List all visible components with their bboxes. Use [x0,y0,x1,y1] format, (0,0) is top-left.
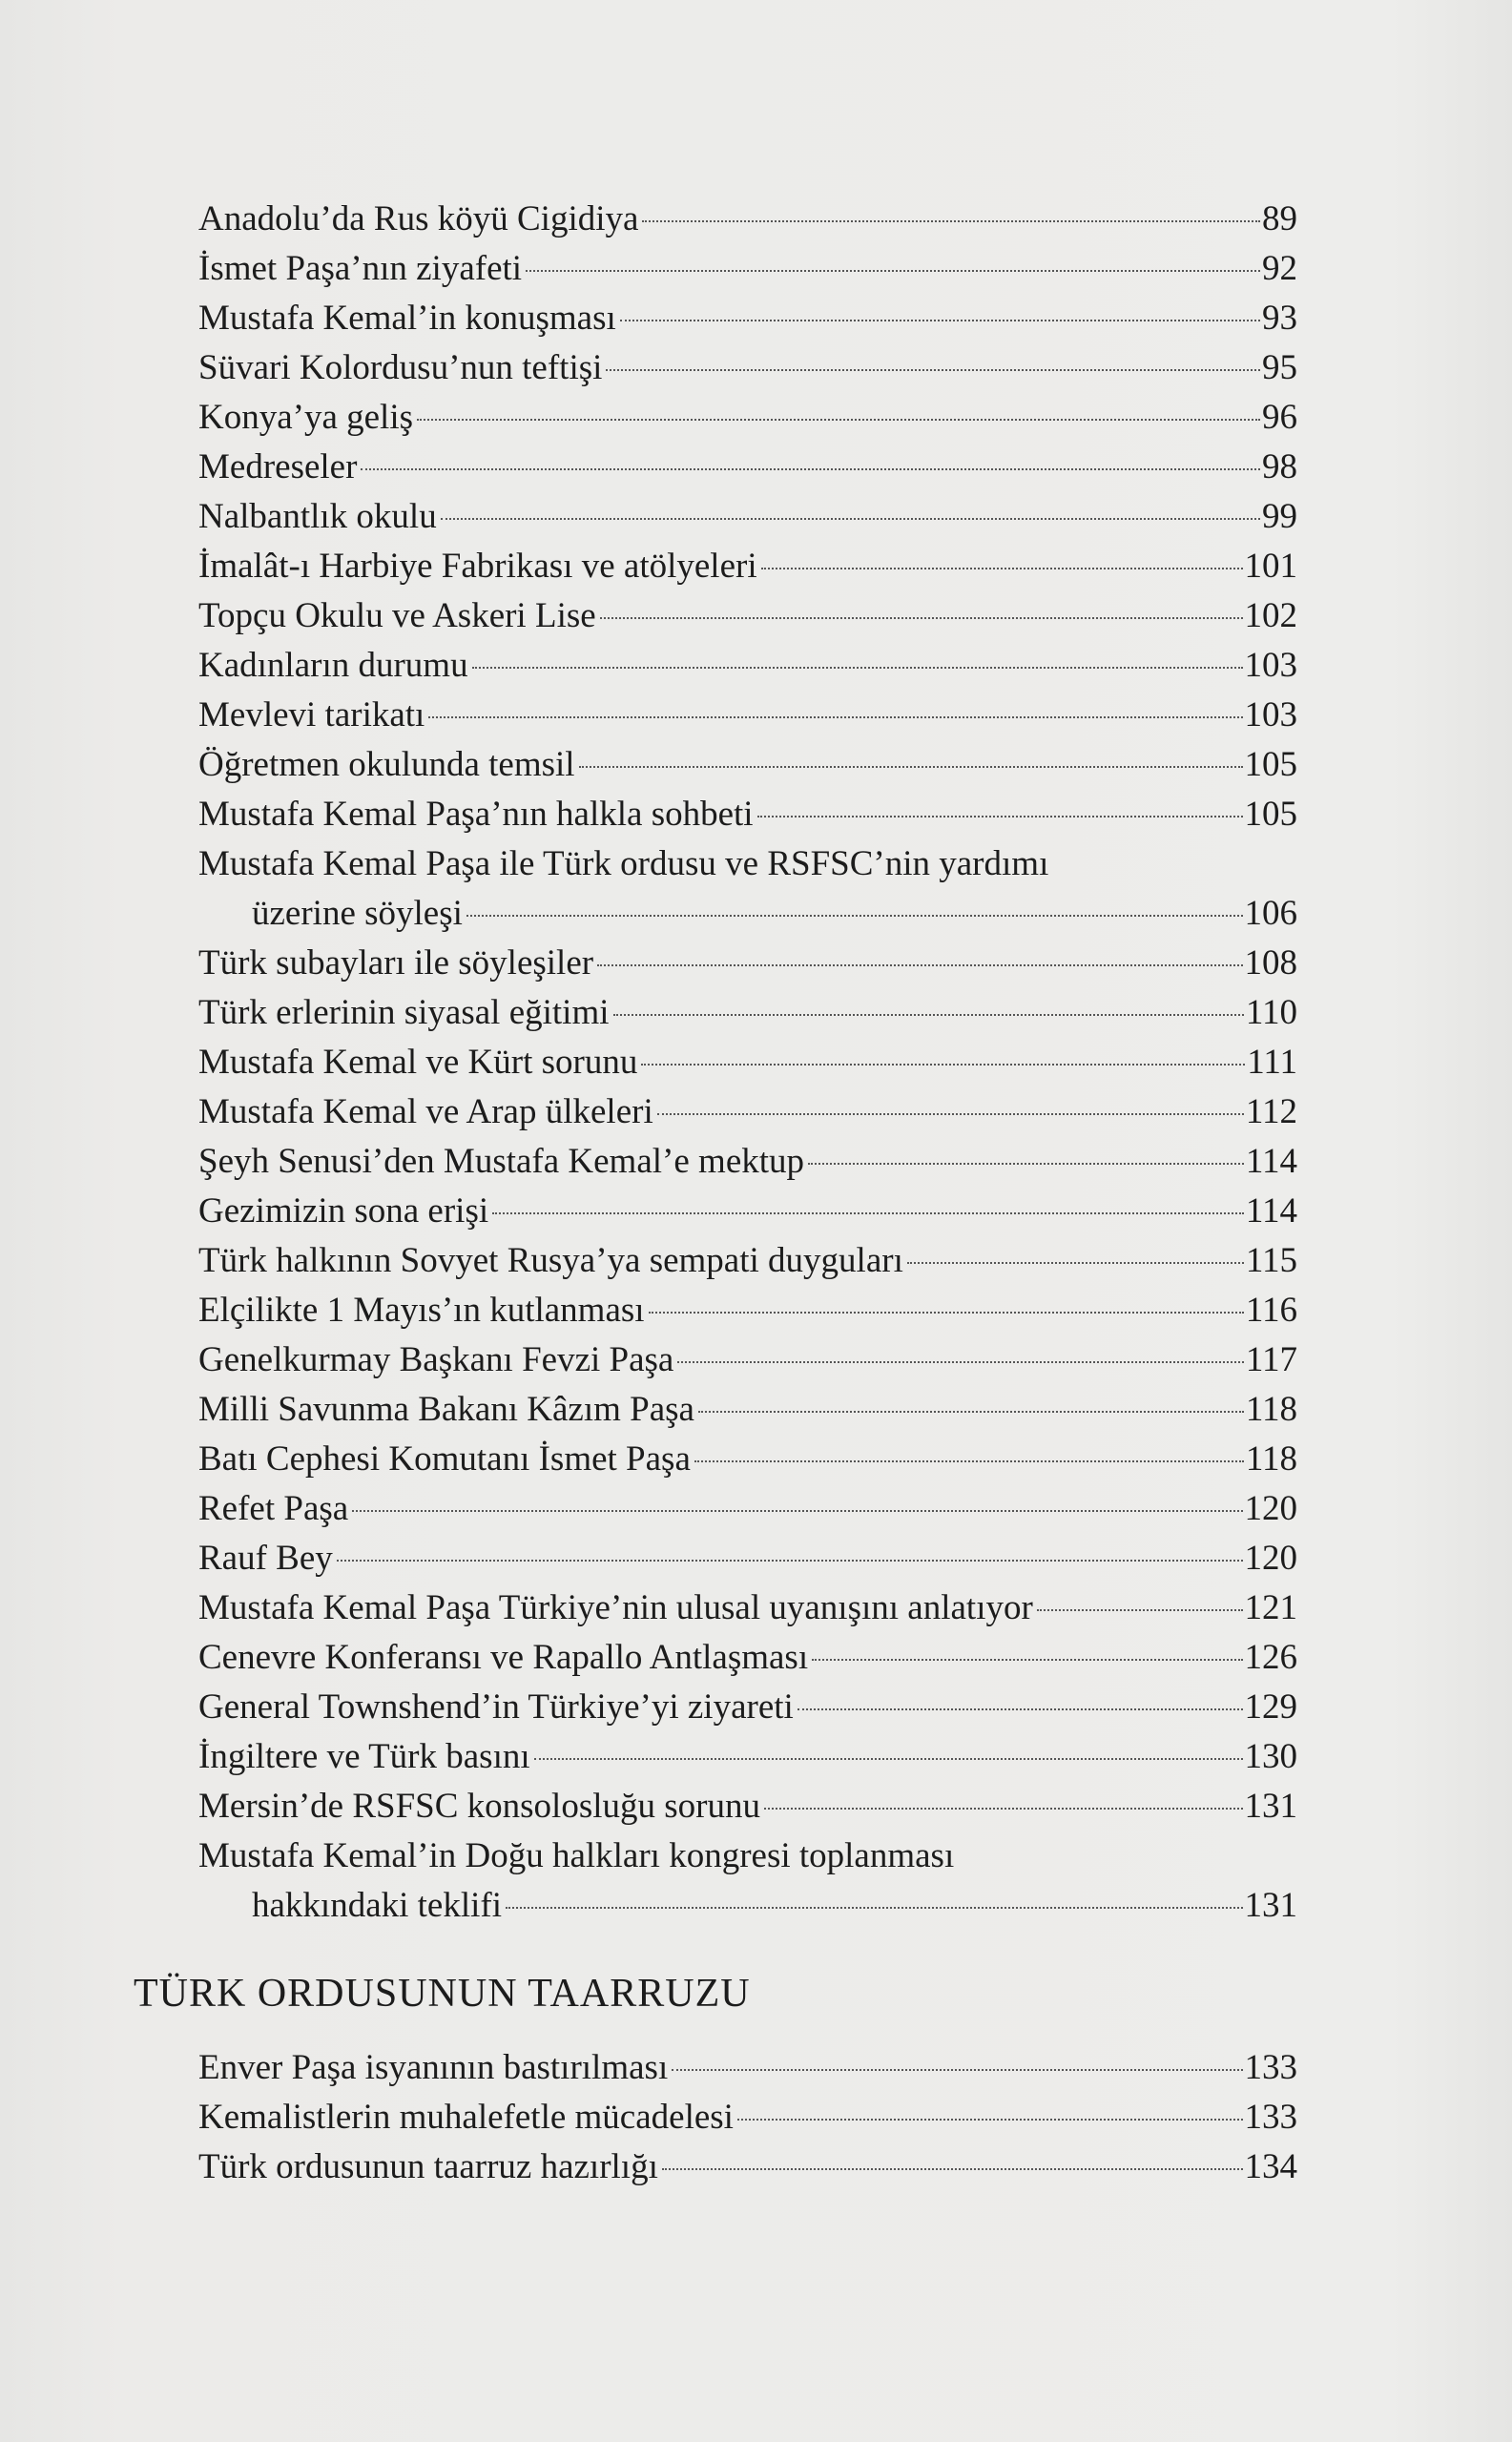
toc-entry [198,1881,1297,1931]
toc-page-number: 110 [1245,993,1297,1032]
dot-leader [698,1411,1244,1413]
dot-leader [677,1361,1244,1363]
dot-leader [579,766,1243,768]
dot-leader [417,419,1260,421]
toc-page-number: 93 [1262,299,1297,338]
dot-leader [466,915,1243,917]
dot-leader [534,1758,1243,1760]
toc-entry-label: Süvari Kolordusu’nun teftişi [198,348,603,387]
toc-entry [198,740,1297,790]
dot-leader [613,1014,1244,1016]
dot-leader [907,1262,1244,1264]
toc-entry-label: Mustafa Kemal Paşa Türkiye’nin ulusal uyanışını anlatıyor [198,1588,1033,1627]
toc-page-number: 111 [1247,1043,1297,1082]
toc-list-bottom [198,2043,1297,2192]
toc-entry-label: Mustafa Kemal ve Arap ülkeleri [198,1092,653,1131]
toc-page-number: 116 [1245,1291,1297,1330]
dot-leader [812,1659,1242,1661]
dot-leader [1037,1609,1243,1611]
dot-leader [606,369,1260,371]
toc-page-number: 114 [1245,1142,1297,1181]
toc-entry-label: Şeyh Senusi’den Mustafa Kemal’e mektup [198,1142,805,1181]
toc-entry-label: Mustafa Kemal’in Doğu halkları kongresi toplanması [198,1836,955,1875]
toc-entry [198,1583,1297,1633]
toc-entry [198,1435,1297,1484]
toc-entry [198,1286,1297,1335]
toc-page-number: 133 [1244,2098,1297,2137]
toc-page-number: 120 [1244,1539,1297,1578]
toc-entry [198,343,1297,393]
toc-page-number: 131 [1244,1886,1297,1925]
toc-page-number: 98 [1262,447,1297,486]
toc-page-number: 120 [1244,1489,1297,1528]
dot-leader [526,270,1260,272]
toc-entry-label: Elçilikte 1 Mayıs’ın kutlanması [198,1291,645,1330]
toc-page-number: 106 [1244,894,1297,933]
toc-entry [198,244,1297,294]
toc-entry [198,1633,1297,1683]
dot-leader [352,1510,1242,1512]
dot-leader [620,320,1260,321]
toc-page-number: 96 [1262,398,1297,437]
dot-leader [672,2069,1242,2071]
toc-entry-label: Kadınların durumu [198,646,468,685]
dot-leader [441,518,1260,520]
toc-entry-label: Türk subayları ile söyleşiler [198,943,594,983]
toc-entry-label: Batı Cephesi Komutanı İsmet Paşa [198,1439,691,1479]
toc-entry [198,1534,1297,1583]
dot-leader [797,1708,1243,1710]
toc-page-number: 105 [1244,795,1297,834]
dot-leader [642,220,1260,222]
toc-page-number: 105 [1244,745,1297,784]
toc-page-number: 117 [1245,1340,1297,1379]
toc-page-number: 99 [1262,497,1297,536]
toc-entry [198,1484,1297,1534]
toc-entry-label: Nalbantlık okulu [198,497,437,536]
toc-entry-label: Mustafa Kemal’in konuşması [198,299,616,338]
toc-list-top [198,195,1297,1931]
dot-leader [808,1163,1244,1165]
toc-entry [198,2043,1297,2093]
toc-entry-label: Öğretmen okulunda temsil [198,745,575,784]
toc-page-number: 103 [1244,646,1297,685]
dot-leader [757,816,1243,817]
toc-page-number: 101 [1244,547,1297,586]
toc-entry-label: Cenevre Konferansı ve Rapallo Antlaşması [198,1638,809,1677]
toc-entry-label: Türk halkının Sovyet Rusya’ya sempati duyguları [198,1241,903,1280]
toc-entry [198,988,1297,1038]
dot-leader [657,1113,1244,1115]
dot-leader [506,1907,1242,1909]
dot-leader [764,1808,1243,1810]
dot-leader [694,1460,1244,1462]
dot-leader [597,964,1242,966]
toc-entry [198,790,1297,839]
toc-entry-label: Topçu Okulu ve Askeri Lise [198,596,596,635]
dot-leader [472,667,1243,669]
toc-page-number: 115 [1245,1241,1297,1280]
toc-entry-label: Mersin’de RSFSC konsolosluğu sorunu [198,1787,760,1826]
toc-page-number: 118 [1245,1390,1297,1429]
toc-entry [198,691,1297,740]
toc-entry-label: Milli Savunma Bakanı Kâzım Paşa [198,1390,694,1429]
toc-entry-label: İsmet Paşa’nın ziyafeti [198,249,523,288]
toc-entry-label: Türk ordusunun taarruz hazırlığı [198,2147,658,2186]
dot-leader [492,1212,1244,1214]
dot-leader [641,1064,1245,1066]
toc-entry-label: Mustafa Kemal Paşa ile Türk ordusu ve RSFSC’nin yardımı [198,844,1049,883]
toc-page-number: 130 [1244,1737,1297,1776]
toc-page-number: 103 [1244,695,1297,735]
toc-entry-label: Mustafa Kemal ve Kürt sorunu [198,1043,638,1082]
toc-entry [198,1732,1297,1782]
toc-page-number: 133 [1244,2048,1297,2087]
section-title: TÜRK ORDUSUNUN TAARRUZU [134,1972,751,2016]
toc-page-number: 114 [1245,1191,1297,1231]
toc-page-number: 112 [1245,1092,1297,1131]
dot-leader [428,716,1242,718]
toc-entry [198,1087,1297,1137]
toc-entry [198,542,1297,591]
toc-entry [198,294,1297,343]
toc-entry [198,2142,1297,2192]
toc-entry [198,1187,1297,1236]
toc-page-number: 121 [1244,1588,1297,1627]
toc-page-number: 102 [1244,596,1297,635]
toc-entry [198,1236,1297,1286]
toc-entry-label: Enver Paşa isyanının bastırılması [198,2048,669,2087]
toc-entry [198,195,1297,244]
toc-entry-label: Konya’ya geliş [198,398,414,437]
toc-entry-label: Anadolu’da Rus köyü Cigidiya [198,199,639,238]
toc-entry-label: Genelkurmay Başkanı Fevzi Paşa [198,1340,674,1379]
toc-page-number: 89 [1262,199,1297,238]
toc-entry-label: İngiltere ve Türk basını [198,1737,530,1776]
toc-entry [198,889,1297,939]
toc-entry [198,1137,1297,1187]
toc-entry [198,1683,1297,1732]
toc-entry [198,1038,1297,1087]
toc-entry [198,939,1297,988]
toc-entry-label: Mustafa Kemal Paşa’nın halkla sohbeti [198,795,754,834]
toc-entry [198,492,1297,542]
toc-entry-label: Medreseler [198,447,358,486]
toc-entry [198,2093,1297,2142]
toc-entry-label: hakkındaki teklifi [252,1886,503,1925]
toc-entry-label: Kemalistlerin muhalefetle mücadelesi [198,2098,734,2137]
toc-entry-label: üzerine söyleşi [252,894,463,933]
toc-entry [198,443,1297,492]
toc-entry-label: General Townshend’in Türkiye’yi ziyareti [198,1687,794,1727]
toc-entry [198,1335,1297,1385]
toc-page-number: 108 [1244,943,1297,983]
toc-page-number: 131 [1244,1787,1297,1826]
toc-entry [198,393,1297,443]
toc-entry-label: Türk erlerinin siyasal eğitimi [198,993,610,1032]
toc-page-number: 95 [1262,348,1297,387]
dot-leader [600,617,1243,619]
toc-entry [198,591,1297,641]
toc-page-number: 118 [1245,1439,1297,1479]
toc-entry-label: Mevlevi tarikatı [198,695,425,735]
dot-leader [662,2168,1243,2170]
dot-leader [761,568,1243,569]
toc-entry-label: Rauf Bey [198,1539,333,1578]
dot-leader [361,468,1260,470]
dot-leader [337,1560,1243,1562]
dot-leader [649,1312,1244,1314]
toc-entry-label: Refet Paşa [198,1489,349,1528]
toc-page-number: 134 [1244,2147,1297,2186]
toc-entry [198,641,1297,691]
toc-entry-label: Gezimizin sona erişi [198,1191,489,1231]
toc-entry [198,1782,1297,1832]
toc-page-number: 129 [1244,1687,1297,1727]
dot-leader [737,2119,1243,2121]
toc-page-number: 126 [1244,1638,1297,1677]
toc-entry-label: İmalât-ı Harbiye Fabrikası ve atölyeleri [198,547,757,586]
toc-entry [198,1385,1297,1435]
toc-page-number: 92 [1262,249,1297,288]
